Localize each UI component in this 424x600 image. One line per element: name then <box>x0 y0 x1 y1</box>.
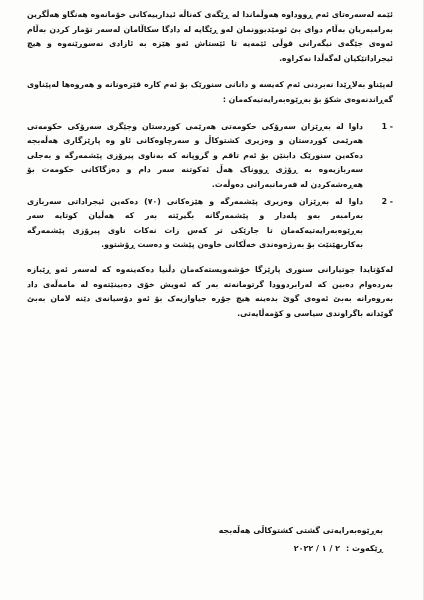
signature-block <box>143 522 383 558</box>
item-text: داوا لە بەڕێزان سەرۆکی حکومەتی هەرێمی کوردستان وجێگری سەرۆکی حکومەتی هەرێمی کوردستان و وەزیری کشتوکاڵ و سەرچاوەکانی ئاو وە پارێزگاری هەڵەبجە دەکەین سنورێک دابنێن بۆ ئەم تاقم و گروپانە کە بەناوی پیرۆزی پێشمەرگە و بەجلی سەربازیەوە بە ڕۆژی ڕووناک هەڵ ئەکوتنە سەر دام و دەزگاکانی حکومەت بۆ هەڕەشەکردن لە فەرمانبەرانی دەوڵەت. <box>27 121 363 189</box>
intro-paragraph: ئێمە لەسەرەتای ئەم ڕووداوە هەوڵماندا لە ڕێگەی کەناڵە ئیدارییەکانی خۆمانەوە هەنگاو هەڵگرین بەرامبەریان بەڵام دوای بێ ئومێدبوونمان لەو ڕێگایە لە دادگا سکاڵامان لەسەر تۆمار کردن بەڵام ئەوەی جێگەی نیگەرانی قوڵی ئێمەیە تا ئێستاش ئەو هێزە بە ئازادی نەسوڕێنەوە و هیچ ئیجراداتێکیان لەگەڵدا نەکراوە. <box>27 10 393 63</box>
letter-body <box>27 8 393 333</box>
date-line <box>143 540 383 558</box>
date-value: ٢ / ١ / ٢٠٢٢ <box>293 544 341 553</box>
item-text: داوا لە بەڕێزان وەزیری پێشمەرگە و هێزەکانی (٧٠) دەکەین ئیجراداتی سەربازی بەرامبەر بەو پلەدار و پێشمەرگانە بگیرێتە بەر کە هەڵیان کوتایە سەر بەڕێوەبەرایەتیەکەمان تا جارێکی تر کەس زات نەکات ناوی پیرۆزی پێشمەرگە بەکاربهێنێت بۆ بەرژەوەندی خەڵکانی خاوەن پێشت و دەست ڕۆشتوو. <box>27 196 363 250</box>
numbered-item <box>27 120 393 193</box>
item-number: 2 - <box>381 196 393 206</box>
issuing-office: بەڕێوەبەرایەتی گشتی کشتوکاڵی هەڵەبجە <box>218 526 383 535</box>
context-paragraph: لەپێناو بەلاڕێدا نەبردنی ئەم کەیسە و دانانی سنورێک بۆ ئەم کارە قێزەونانە و هەروەها لەپێناوی گەڕاندنەوەی شکۆ بۆ بەڕێوەبەرایەتیەکەمان : <box>27 80 393 104</box>
date-label: ڕێکەوت : <box>346 544 383 553</box>
closing-paragraph: لەکۆتایدا جوتیارانی سنوری پارێزگا خۆشەویستەکەمان دڵنیا دەکەینەوە کە لەسەر ئەو ڕێبازە بەردەوام دەبین کە لەرابردوودا گرتومانەتە بەر کە ئەویش خۆی دەبینێتەوە لە مامەڵەی داد بەروەرانە بەبێ ئەوەی گوێ بدەینە هیچ جۆرە جیاوازیەک بۆ ئەو دۆسیانەی دێنە لامان بەبێ گوێدانە باگراوندی سیاسی و کۆمەڵایەتی. <box>27 264 393 318</box>
numbered-item <box>27 195 393 253</box>
item-number: 1 - <box>381 121 393 131</box>
